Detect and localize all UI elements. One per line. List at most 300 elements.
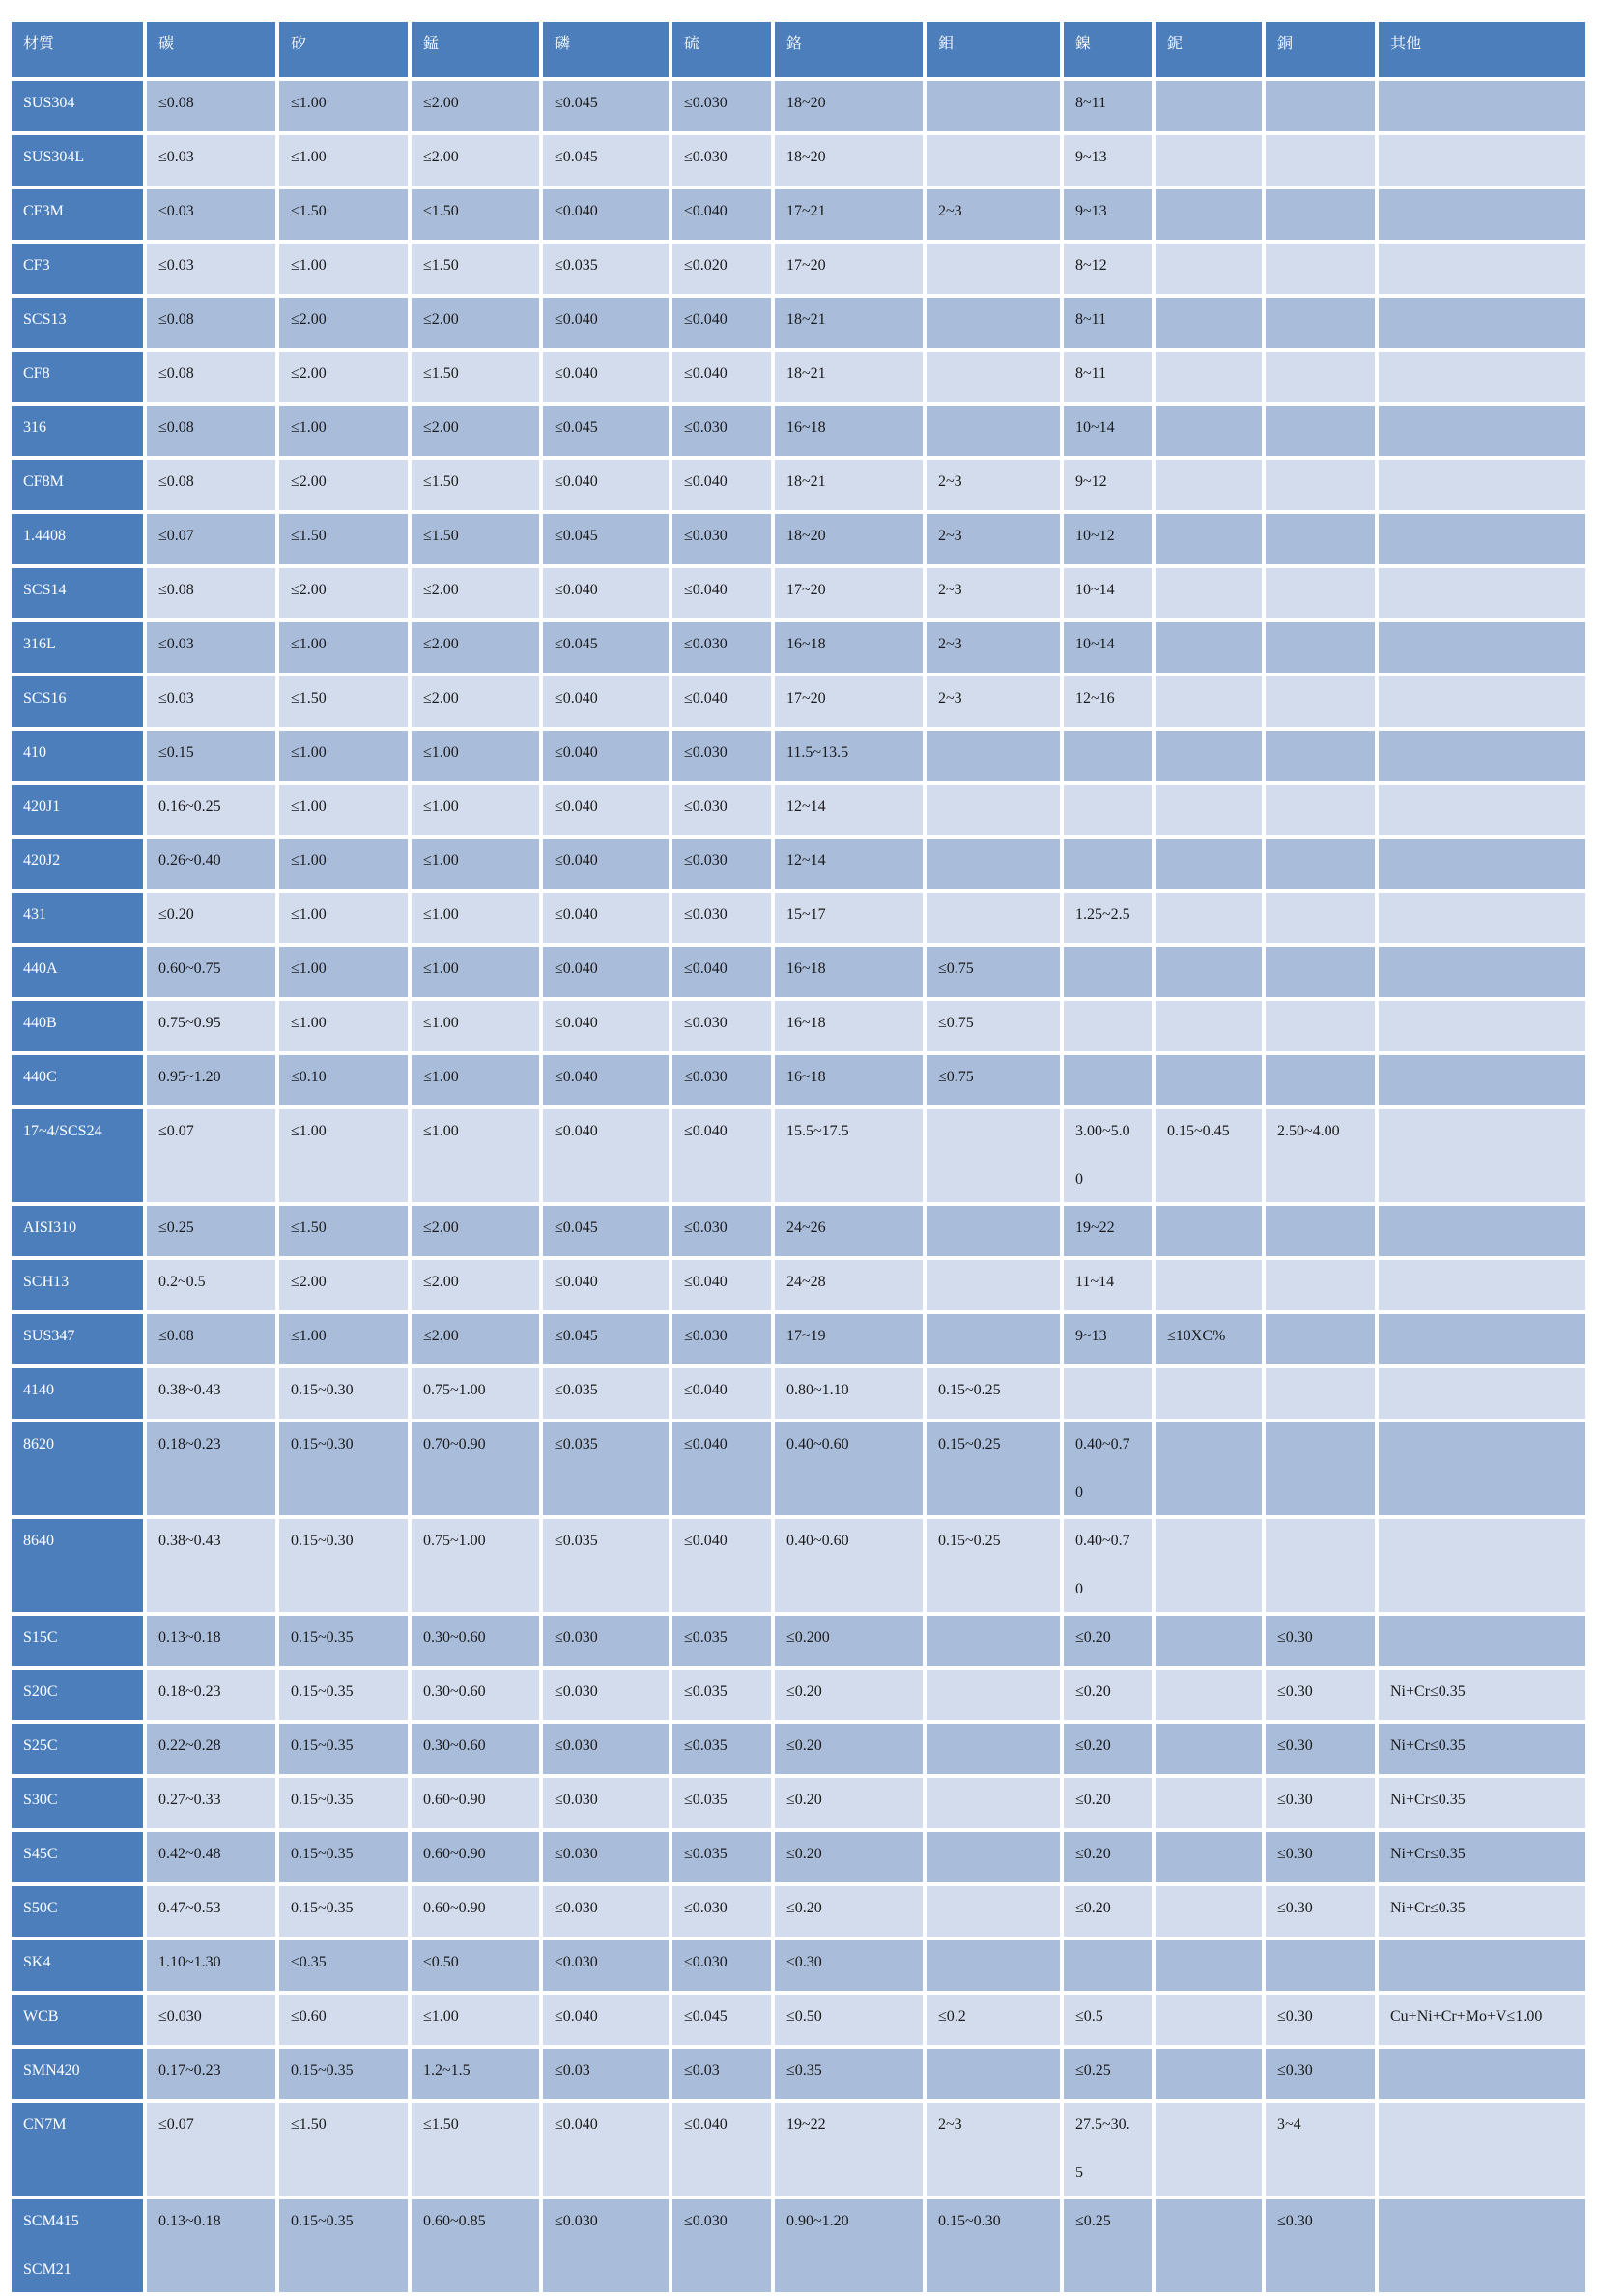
value-cell: ≤0.040 (543, 1055, 669, 1105)
value-cell (927, 135, 1060, 186)
table-row (12, 2049, 1585, 2099)
value-cell (1156, 1995, 1262, 2045)
value-cell: Ni+Cr≤0.35 (1379, 1670, 1585, 1720)
value-cell: ≤0.030 (543, 1886, 669, 1937)
value-cell: ≤0.030 (672, 1940, 771, 1991)
value-cell: ≤1.00 (279, 81, 408, 131)
value-cell: ≤0.040 (672, 352, 771, 402)
table-row (12, 1206, 1585, 1256)
value-cell: 0.15~0.30 (927, 2199, 1060, 2292)
value-cell: ≤0.08 (147, 460, 275, 510)
value-cell: 18~20 (775, 135, 923, 186)
cell-line: 0.40~0.7 (1075, 1533, 1130, 1549)
table-row (12, 1368, 1585, 1419)
value-cell (1064, 731, 1152, 781)
value-cell: ≤0.040 (543, 893, 669, 943)
value-cell (1379, 81, 1585, 131)
value-cell: ≤0.030 (672, 1886, 771, 1937)
value-cell (1379, 1422, 1585, 1515)
value-cell: ≤0.20 (1064, 1832, 1152, 1882)
value-cell: ≤0.020 (672, 244, 771, 294)
value-cell: ≤0.040 (672, 298, 771, 348)
value-cell (1156, 514, 1262, 564)
table-row (12, 1886, 1585, 1937)
value-cell (927, 298, 1060, 348)
table-row (12, 731, 1585, 781)
value-cell (1266, 1422, 1375, 1515)
table-row (12, 1995, 1585, 2045)
value-cell: ≤0.040 (543, 460, 669, 510)
column-header-10: 銅 (1266, 22, 1375, 77)
value-cell (927, 2049, 1060, 2099)
value-cell: 2~3 (927, 676, 1060, 727)
value-cell: 0.15~0.35 (279, 1832, 408, 1882)
value-cell (927, 1778, 1060, 1828)
value-cell: ≤1.00 (279, 785, 408, 835)
value-cell: 0.80~1.10 (775, 1368, 923, 1419)
value-cell (927, 244, 1060, 294)
table-row (12, 1940, 1585, 1991)
value-cell (1064, 2103, 1152, 2196)
value-cell: ≤1.00 (412, 893, 539, 943)
value-cell: 0.15~0.30 (279, 1422, 408, 1515)
value-cell: ≤0.50 (412, 1940, 539, 1991)
value-cell: ≤0.03 (672, 2049, 771, 2099)
value-cell: 0.15~0.35 (279, 2199, 408, 2292)
value-cell (1156, 568, 1262, 618)
value-cell (927, 1886, 1060, 1937)
value-cell (1266, 1368, 1375, 1419)
value-cell: ≤0.15 (147, 731, 275, 781)
value-cell: 0.15~0.25 (927, 1519, 1060, 1612)
material-cell: CF8M (12, 460, 143, 510)
value-cell: ≤1.50 (279, 1206, 408, 1256)
value-cell: ≤0.25 (1064, 2199, 1152, 2292)
value-cell: ≤0.20 (1064, 1616, 1152, 1666)
value-cell: ≤1.00 (412, 1001, 539, 1051)
value-cell (927, 406, 1060, 456)
value-cell (927, 1260, 1060, 1310)
value-cell (1379, 1616, 1585, 1666)
value-cell (1266, 352, 1375, 402)
table-row (12, 1055, 1585, 1105)
value-cell (927, 81, 1060, 131)
material-cell (12, 2199, 143, 2292)
material-cell: SCS13 (12, 298, 143, 348)
value-cell: 0.15~0.45 (1156, 1109, 1262, 1202)
material-cell: CF3M (12, 189, 143, 240)
value-cell (1379, 947, 1585, 997)
value-cell (1379, 1109, 1585, 1202)
value-cell: 11.5~13.5 (775, 731, 923, 781)
value-cell (1379, 1940, 1585, 1991)
value-cell (1156, 1886, 1262, 1937)
value-cell: ≤0.040 (543, 1995, 669, 2045)
value-cell (1266, 785, 1375, 835)
value-cell: 2~3 (927, 460, 1060, 510)
value-cell: 0.13~0.18 (147, 2199, 275, 2292)
value-cell: ≤0.035 (543, 1368, 669, 1419)
table-row (12, 1670, 1585, 1720)
value-cell: ≤0.030 (672, 1055, 771, 1105)
material-cell: SUS347 (12, 1314, 143, 1364)
value-cell: 0.26~0.40 (147, 839, 275, 889)
material-cell: 440A (12, 947, 143, 997)
value-cell: ≤0.040 (672, 1422, 771, 1515)
value-cell: ≤2.00 (412, 1314, 539, 1364)
value-cell: ≤0.75 (927, 1055, 1060, 1105)
table-row (12, 1260, 1585, 1310)
value-cell (927, 1670, 1060, 1720)
value-cell: ≤0.040 (672, 676, 771, 727)
value-cell: 2~3 (927, 189, 1060, 240)
value-cell: 0.15~0.25 (927, 1422, 1060, 1515)
value-cell: ≤0.035 (543, 1519, 669, 1612)
value-cell: ≤0.30 (1266, 1832, 1375, 1882)
value-cell (927, 731, 1060, 781)
value-cell: ≤1.00 (279, 731, 408, 781)
value-cell: ≤0.040 (672, 1368, 771, 1419)
value-cell: 0.15~0.35 (279, 1886, 408, 1937)
value-cell: ≤0.25 (1064, 2049, 1152, 2099)
value-cell: ≤2.00 (279, 1260, 408, 1310)
value-cell: ≤0.25 (147, 1206, 275, 1256)
value-cell (1156, 298, 1262, 348)
table-row (12, 893, 1585, 943)
value-cell: 2~3 (927, 514, 1060, 564)
value-cell: 18~21 (775, 460, 923, 510)
value-cell (1156, 2049, 1262, 2099)
material-cell: SMN420 (12, 2049, 143, 2099)
value-cell (927, 352, 1060, 402)
value-cell: ≤0.030 (672, 81, 771, 131)
value-cell: 24~28 (775, 1260, 923, 1310)
value-cell: ≤0.030 (543, 1778, 669, 1828)
value-cell: 17~20 (775, 568, 923, 618)
value-cell: ≤0.20 (1064, 1886, 1152, 1937)
value-cell (1156, 893, 1262, 943)
material-cell: 316L (12, 622, 143, 673)
value-cell: ≤1.00 (412, 947, 539, 997)
table-row (12, 568, 1585, 618)
value-cell (1064, 1422, 1152, 1515)
value-cell: ≤1.50 (412, 352, 539, 402)
value-cell (1379, 1519, 1585, 1612)
value-cell: 1.10~1.30 (147, 1940, 275, 1991)
value-cell: ≤1.00 (412, 839, 539, 889)
material-cell: SCS16 (12, 676, 143, 727)
value-cell (1156, 1778, 1262, 1828)
value-cell: ≤0.20 (775, 1886, 923, 1937)
value-cell: 19~22 (1064, 1206, 1152, 1256)
value-cell: ≤0.030 (672, 1001, 771, 1051)
value-cell: ≤0.045 (543, 81, 669, 131)
value-cell: ≤0.030 (543, 1940, 669, 1991)
value-cell (1156, 1422, 1262, 1515)
material-cell: SK4 (12, 1940, 143, 1991)
value-cell (1379, 839, 1585, 889)
material-cell: 17~4/SCS24 (12, 1109, 143, 1202)
value-cell (1379, 1368, 1585, 1419)
column-header-9: 鈮 (1156, 22, 1262, 77)
value-cell (1156, 2199, 1262, 2292)
table-row (12, 622, 1585, 673)
table-row (12, 1616, 1585, 1666)
value-cell: ≤0.03 (147, 189, 275, 240)
value-cell (1379, 460, 1585, 510)
value-cell: 12~14 (775, 785, 923, 835)
value-cell: ≤0.30 (775, 1940, 923, 1991)
value-cell: 0.15~0.30 (279, 1368, 408, 1419)
value-cell (1156, 1206, 1262, 1256)
value-cell (1156, 244, 1262, 294)
table-row (12, 1724, 1585, 1774)
value-cell (1379, 2199, 1585, 2292)
material-cell: S30C (12, 1778, 143, 1828)
value-cell: 8~11 (1064, 352, 1152, 402)
value-cell: ≤0.03 (147, 135, 275, 186)
value-cell (1266, 406, 1375, 456)
value-cell (927, 839, 1060, 889)
value-cell (1266, 244, 1375, 294)
table-row (12, 1422, 1585, 1515)
value-cell (1379, 2103, 1585, 2196)
value-cell: ≤1.50 (412, 2103, 539, 2196)
table-row (12, 1832, 1585, 1882)
material-cell: CN7M (12, 2103, 143, 2196)
value-cell: ≤0.30 (1266, 2049, 1375, 2099)
value-cell: ≤0.030 (672, 514, 771, 564)
value-cell: ≤0.040 (672, 189, 771, 240)
value-cell: ≤0.030 (543, 1616, 669, 1666)
value-cell: 0.16~0.25 (147, 785, 275, 835)
value-cell: ≤0.030 (672, 406, 771, 456)
value-cell: 0.70~0.90 (412, 1422, 539, 1515)
material-cell: S45C (12, 1832, 143, 1882)
value-cell: 0.18~0.23 (147, 1422, 275, 1515)
value-cell: 0.30~0.60 (412, 1670, 539, 1720)
value-cell: ≤0.07 (147, 514, 275, 564)
value-cell: ≤1.00 (279, 947, 408, 997)
value-cell: ≤0.20 (1064, 1670, 1152, 1720)
cell-line: 5 (1075, 2165, 1083, 2181)
value-cell (1064, 785, 1152, 835)
value-cell: ≤0.040 (672, 460, 771, 510)
value-cell (1156, 135, 1262, 186)
column-header-8: 鎳 (1064, 22, 1152, 77)
material-cell: SCH13 (12, 1260, 143, 1310)
value-cell: ≤0.75 (927, 947, 1060, 997)
value-cell: ≤0.03 (543, 2049, 669, 2099)
value-cell (1379, 622, 1585, 673)
value-cell: ≤2.00 (412, 568, 539, 618)
value-cell: ≤0.30 (1266, 1616, 1375, 1666)
value-cell: ≤0.040 (543, 352, 669, 402)
value-cell: ≤0.50 (775, 1995, 923, 2045)
value-cell (1266, 189, 1375, 240)
value-cell: ≤0.07 (147, 2103, 275, 2196)
value-cell: 8~11 (1064, 81, 1152, 131)
value-cell: ≤0.030 (672, 2199, 771, 2292)
value-cell: 0.75~0.95 (147, 1001, 275, 1051)
cell-line: 0 (1075, 1484, 1083, 1501)
value-cell: ≤1.00 (279, 1109, 408, 1202)
value-cell (1379, 676, 1585, 727)
value-cell: ≤0.035 (672, 1778, 771, 1828)
table-row (12, 947, 1585, 997)
value-cell: 10~14 (1064, 622, 1152, 673)
cell-line: 3.00~5.0 (1075, 1123, 1130, 1139)
value-cell: Ni+Cr≤0.35 (1379, 1886, 1585, 1937)
value-cell (1266, 893, 1375, 943)
value-cell (927, 1206, 1060, 1256)
table-row (12, 1109, 1585, 1202)
material-cell: S50C (12, 1886, 143, 1937)
value-cell (1266, 1001, 1375, 1051)
value-cell: ≤2.00 (412, 81, 539, 131)
value-cell (927, 1314, 1060, 1364)
value-cell: 16~18 (775, 1001, 923, 1051)
column-header-3: 錳 (412, 22, 539, 77)
value-cell: ≤0.08 (147, 1314, 275, 1364)
value-cell: ≤10XC% (1156, 1314, 1262, 1364)
value-cell: 0.15~0.25 (927, 1368, 1060, 1419)
value-cell: 0.27~0.33 (147, 1778, 275, 1828)
value-cell (1064, 1001, 1152, 1051)
value-cell (1266, 839, 1375, 889)
material-cell: 431 (12, 893, 143, 943)
value-cell: ≤1.00 (279, 1001, 408, 1051)
value-cell: 9~12 (1064, 460, 1152, 510)
value-cell: 0.75~1.00 (412, 1519, 539, 1612)
value-cell: ≤0.040 (543, 1260, 669, 1310)
table-row (12, 135, 1585, 186)
value-cell: 9~13 (1064, 135, 1152, 186)
table-row (12, 1314, 1585, 1364)
value-cell: ≤0.040 (543, 2103, 669, 2196)
value-cell: ≤2.00 (412, 1260, 539, 1310)
material-cell: 4140 (12, 1368, 143, 1419)
value-cell: 0.38~0.43 (147, 1519, 275, 1612)
value-cell: ≤0.040 (543, 298, 669, 348)
material-cell: S15C (12, 1616, 143, 1666)
value-cell: ≤1.00 (279, 406, 408, 456)
value-cell: ≤0.30 (1266, 1724, 1375, 1774)
value-cell: ≤0.040 (543, 568, 669, 618)
value-cell: 1.2~1.5 (412, 2049, 539, 2099)
material-cell: 420J2 (12, 839, 143, 889)
value-cell (1379, 1314, 1585, 1364)
value-cell (1379, 2049, 1585, 2099)
value-cell: 2.50~4.00 (1266, 1109, 1375, 1202)
value-cell (1156, 189, 1262, 240)
value-cell (1266, 1260, 1375, 1310)
value-cell (1266, 1519, 1375, 1612)
value-cell (927, 785, 1060, 835)
column-header-5: 硫 (672, 22, 771, 77)
header-row (12, 22, 1585, 77)
value-cell: ≤0.040 (672, 947, 771, 997)
value-cell: ≤0.03 (147, 676, 275, 727)
value-cell (1156, 731, 1262, 781)
material-cell: SUS304L (12, 135, 143, 186)
value-cell: ≤1.50 (279, 189, 408, 240)
value-cell: ≤0.30 (1266, 1778, 1375, 1828)
material-cell: 420J1 (12, 785, 143, 835)
material-cell: 440C (12, 1055, 143, 1105)
value-cell: ≤2.00 (279, 460, 408, 510)
value-cell: 0.40~0.60 (775, 1422, 923, 1515)
material-cell: S25C (12, 1724, 143, 1774)
value-cell: ≤0.030 (543, 1670, 669, 1720)
value-cell: 0.22~0.28 (147, 1724, 275, 1774)
value-cell: ≤0.20 (775, 1724, 923, 1774)
value-cell (1379, 785, 1585, 835)
value-cell (1266, 1055, 1375, 1105)
steel-composition-table (8, 18, 1589, 2296)
value-cell: 0.15~0.35 (279, 1724, 408, 1774)
value-cell: ≤0.07 (147, 1109, 275, 1202)
value-cell: ≤0.2 (927, 1995, 1060, 2045)
value-cell: 15.5~17.5 (775, 1109, 923, 1202)
value-cell: 0.13~0.18 (147, 1616, 275, 1666)
table-row (12, 298, 1585, 348)
table-row (12, 2103, 1585, 2196)
value-cell: 0.17~0.23 (147, 2049, 275, 2099)
value-cell: 0.15~0.35 (279, 1616, 408, 1666)
value-cell: 0.60~0.75 (147, 947, 275, 997)
value-cell: 2~3 (927, 622, 1060, 673)
value-cell: ≤1.50 (279, 514, 408, 564)
value-cell: ≤0.035 (543, 1422, 669, 1515)
value-cell (1156, 1055, 1262, 1105)
material-cell: SUS304 (12, 81, 143, 131)
value-cell (1266, 514, 1375, 564)
value-cell: 0.15~0.35 (279, 1670, 408, 1720)
value-cell: ≤0.030 (672, 785, 771, 835)
value-cell (1156, 406, 1262, 456)
table-body (12, 81, 1585, 2292)
value-cell: 0.47~0.53 (147, 1886, 275, 1937)
table-row (12, 81, 1585, 131)
value-cell: ≤0.30 (1266, 2199, 1375, 2292)
value-cell: ≤0.30 (1266, 1886, 1375, 1937)
value-cell: 11~14 (1064, 1260, 1152, 1310)
value-cell (1379, 893, 1585, 943)
value-cell (927, 1940, 1060, 1991)
value-cell: ≤0.5 (1064, 1995, 1152, 2045)
table-row (12, 839, 1585, 889)
value-cell (1379, 568, 1585, 618)
column-header-11: 其他 (1379, 22, 1585, 77)
value-cell: ≤0.75 (927, 1001, 1060, 1051)
value-cell (927, 1616, 1060, 1666)
value-cell: 0.15~0.35 (279, 2049, 408, 2099)
value-cell: 9~13 (1064, 1314, 1152, 1364)
cell-line: 27.5~30. (1075, 2116, 1130, 2133)
value-cell: ≤1.00 (412, 731, 539, 781)
value-cell: ≤2.00 (412, 1206, 539, 1256)
table-row (12, 352, 1585, 402)
table-row (12, 1519, 1585, 1612)
value-cell: 0.30~0.60 (412, 1616, 539, 1666)
column-header-4: 磷 (543, 22, 669, 77)
value-cell: 0.40~0.60 (775, 1519, 923, 1612)
value-cell (1064, 947, 1152, 997)
value-cell: ≤0.040 (543, 785, 669, 835)
value-cell: 12~16 (1064, 676, 1152, 727)
column-header-7: 鉬 (927, 22, 1060, 77)
